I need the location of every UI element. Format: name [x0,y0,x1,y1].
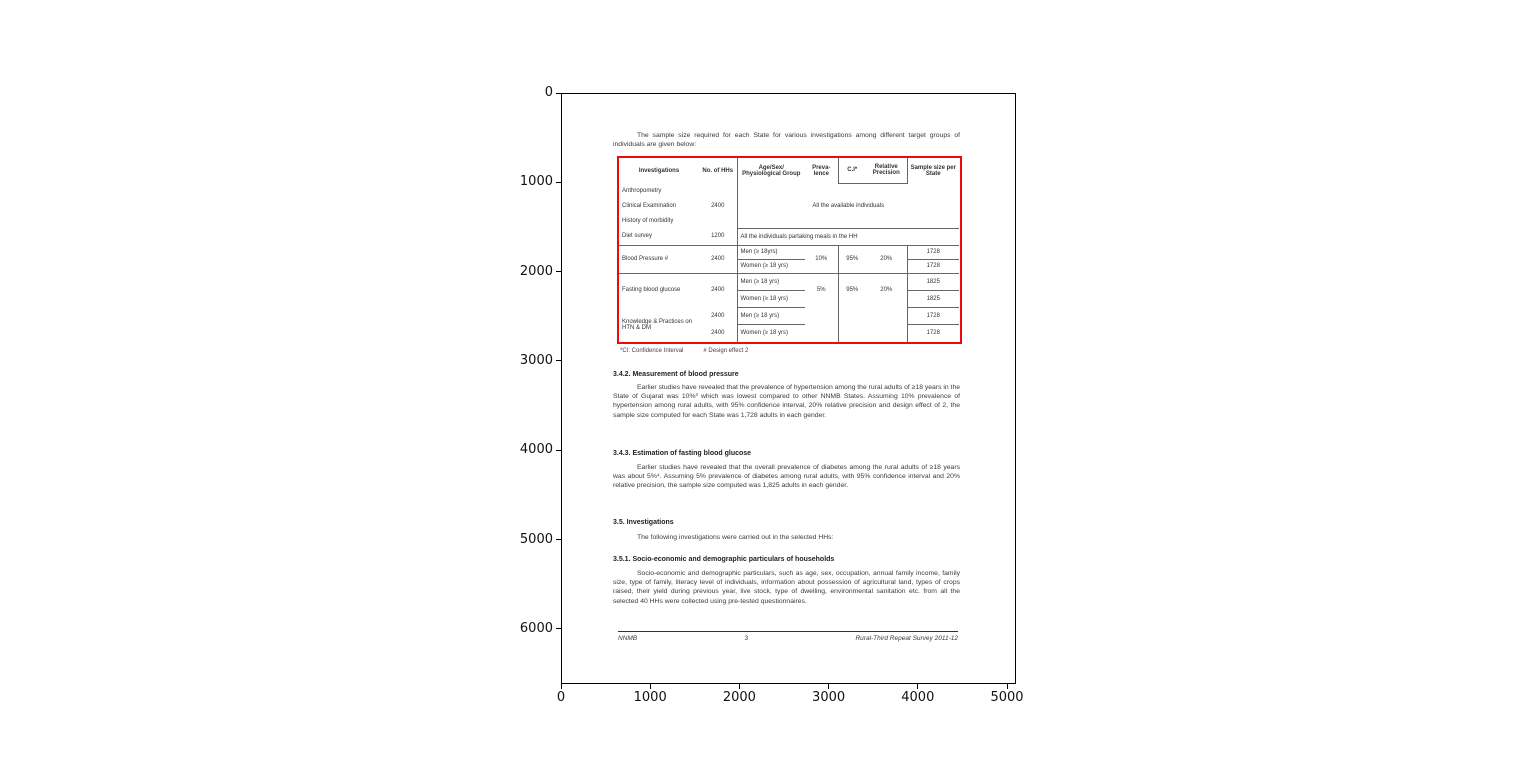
y-tick-label: 6000 [519,620,553,636]
x-tick-mark [828,684,829,689]
table-cell: All the individuals partaking meals in the HH [737,228,959,245]
x-tick-label: 5000 [990,690,1024,705]
x-tick-mark [1007,684,1008,689]
x-tick-mark [917,684,918,689]
section-body-342: Earlier studies have revealed that the prevalence of hypertension among the rural adults of ≥18 years in the State of Gujarat was 10%³ which was lowest compared to other NNMB States. Assuming 10% prevalence of hypertension among rural adults, with 95% confidence interval, 20% relative precision and design effect of 2, the sample size computed for each State was 1,728 adults in each gender. [613,384,960,419]
table-cell: Knowledge & Practices on HTN & DM [622,318,693,331]
x-tick-label: 3000 [812,690,846,705]
section-heading-343: 3.4.3. Estimation of fasting blood glucose [613,450,752,457]
table-cell: 1728 [907,324,959,342]
table-cell: 1728 [907,259,959,273]
y-tick-label: 0 [544,85,553,100]
table-cell: 1728 [907,307,959,324]
table-cell: 2400 [711,330,725,336]
table-cell: 95% [838,245,866,273]
table-cell: Women (≥ 18 yrs) [737,259,805,273]
table-footnotes [620,348,768,354]
intro-paragraph: The sample size required for each State for various investigations among different target groups of individuals are given below: [613,132,960,149]
table-cell [838,307,907,342]
y-tick-label: 2000 [519,263,553,279]
table-cell: 2400 [699,245,737,273]
y-tick-label: 4000 [519,442,553,458]
x-tick-label: 2000 [722,690,756,705]
table-cell: Clinical Examination [622,202,677,209]
header-cell: Investigations [638,167,680,174]
section-heading-351: 3.5.1. Socio-economic and demographic particulars of households [613,556,835,563]
x-tick-mark [561,684,562,689]
table-cell [805,307,838,342]
table-cell [699,213,737,228]
table-cell: 2400 [711,312,725,319]
scanned-document-page [562,94,1015,683]
table-cell [699,183,737,198]
page-number: 3 [744,635,749,642]
table-row [619,183,959,198]
table-cell: 2400 [711,202,725,209]
y-tick-label: 3000 [519,352,553,368]
header-cell: No. of HHs [702,167,734,174]
header-cell: C.I* [838,158,866,183]
y-tick-label: 1000 [519,174,553,190]
table-cell: Women (≥ 18 yrs) [737,290,805,307]
table-cell: 1200 [711,233,725,240]
table-cell: 1825 [907,290,959,307]
table-row [619,307,959,324]
header-cell: Sample size per State [907,158,959,183]
table-row [619,273,959,290]
table-cell: 1728 [907,245,959,259]
header-cell: Age/Sex/ Physiological Group [737,158,805,183]
table-cell: History of morbidity [622,217,674,224]
table-cell: Women (≥ 18 yrs) [737,324,805,342]
section-body-343: Earlier studies have revealed that the overall prevalence of diabetes among the rural adults of ≥18 years was about 5%⁴. Assuming 5% prevalence of diabetes among rural adults, with 95% confidence interval and 20% relative precision, the sample size computed was 1,825 adults in each gender. [613,464,960,490]
footnote-design: # Design effect 2 [703,348,749,354]
table-cell: 10% [805,245,838,273]
page-footer [618,631,958,642]
table-cell: 5% [805,273,838,307]
footnote-ci: *CI: Confidence Interval [620,348,684,354]
highlight-box [617,156,962,344]
table-cell: Blood Pressure # [619,245,699,273]
plot-area [561,93,1016,684]
table-cell: 95% [838,273,866,307]
table-header-row [619,158,959,183]
table-cell: Men (≥ 18 yrs) [737,273,805,290]
table-cell: Fasting blood glucose [619,273,699,307]
table-cell: Diet survey [622,233,653,240]
table-row [619,228,959,245]
x-tick-mark [739,684,740,689]
section-body-351: Socio-economic and demographic particulars, such as age, sex, occupation, annual family income, family size, type of family, literacy level of individuals, information about possession of agricultural land, types of crops raised, their yield during previous year, live stock, type of dwelling, environmental sanitation etc. from all the selected 40 HHs were collected using pre-tested questionnaires. [613,570,960,605]
section-heading-35: 3.5. Investigations [613,519,674,526]
table-cell: Anthropometry [622,187,662,194]
sample-size-table [619,158,959,342]
footer-right: Rural-Third Repeat Survey 2011-12 [855,635,958,642]
x-tick-label: 1000 [633,690,667,705]
header-cell: Relative Precision [866,158,907,183]
x-tick-label: 0 [556,690,566,705]
table-cell: 20% [866,245,907,273]
table-cell: 20% [866,273,907,307]
table-cell: Men (≥ 18yrs) [737,245,805,259]
table-cell: All the available individuals [737,183,959,228]
x-tick-label: 4000 [901,690,935,705]
footer-left: NNMB [618,635,638,642]
header-cell: Preva- lence [812,164,831,177]
y-tick-label: 5000 [519,531,553,547]
x-tick-mark [650,684,651,689]
table-cell: 1825 [907,273,959,290]
table-cell: 2400 [699,273,737,307]
section-body-35: The following investigations were carried out in the selected HHs: [637,534,834,541]
table-row [619,245,959,259]
table-cell: Men (≥ 18 yrs) [737,307,805,324]
section-heading-342: 3.4.2. Measurement of blood pressure [613,371,739,378]
